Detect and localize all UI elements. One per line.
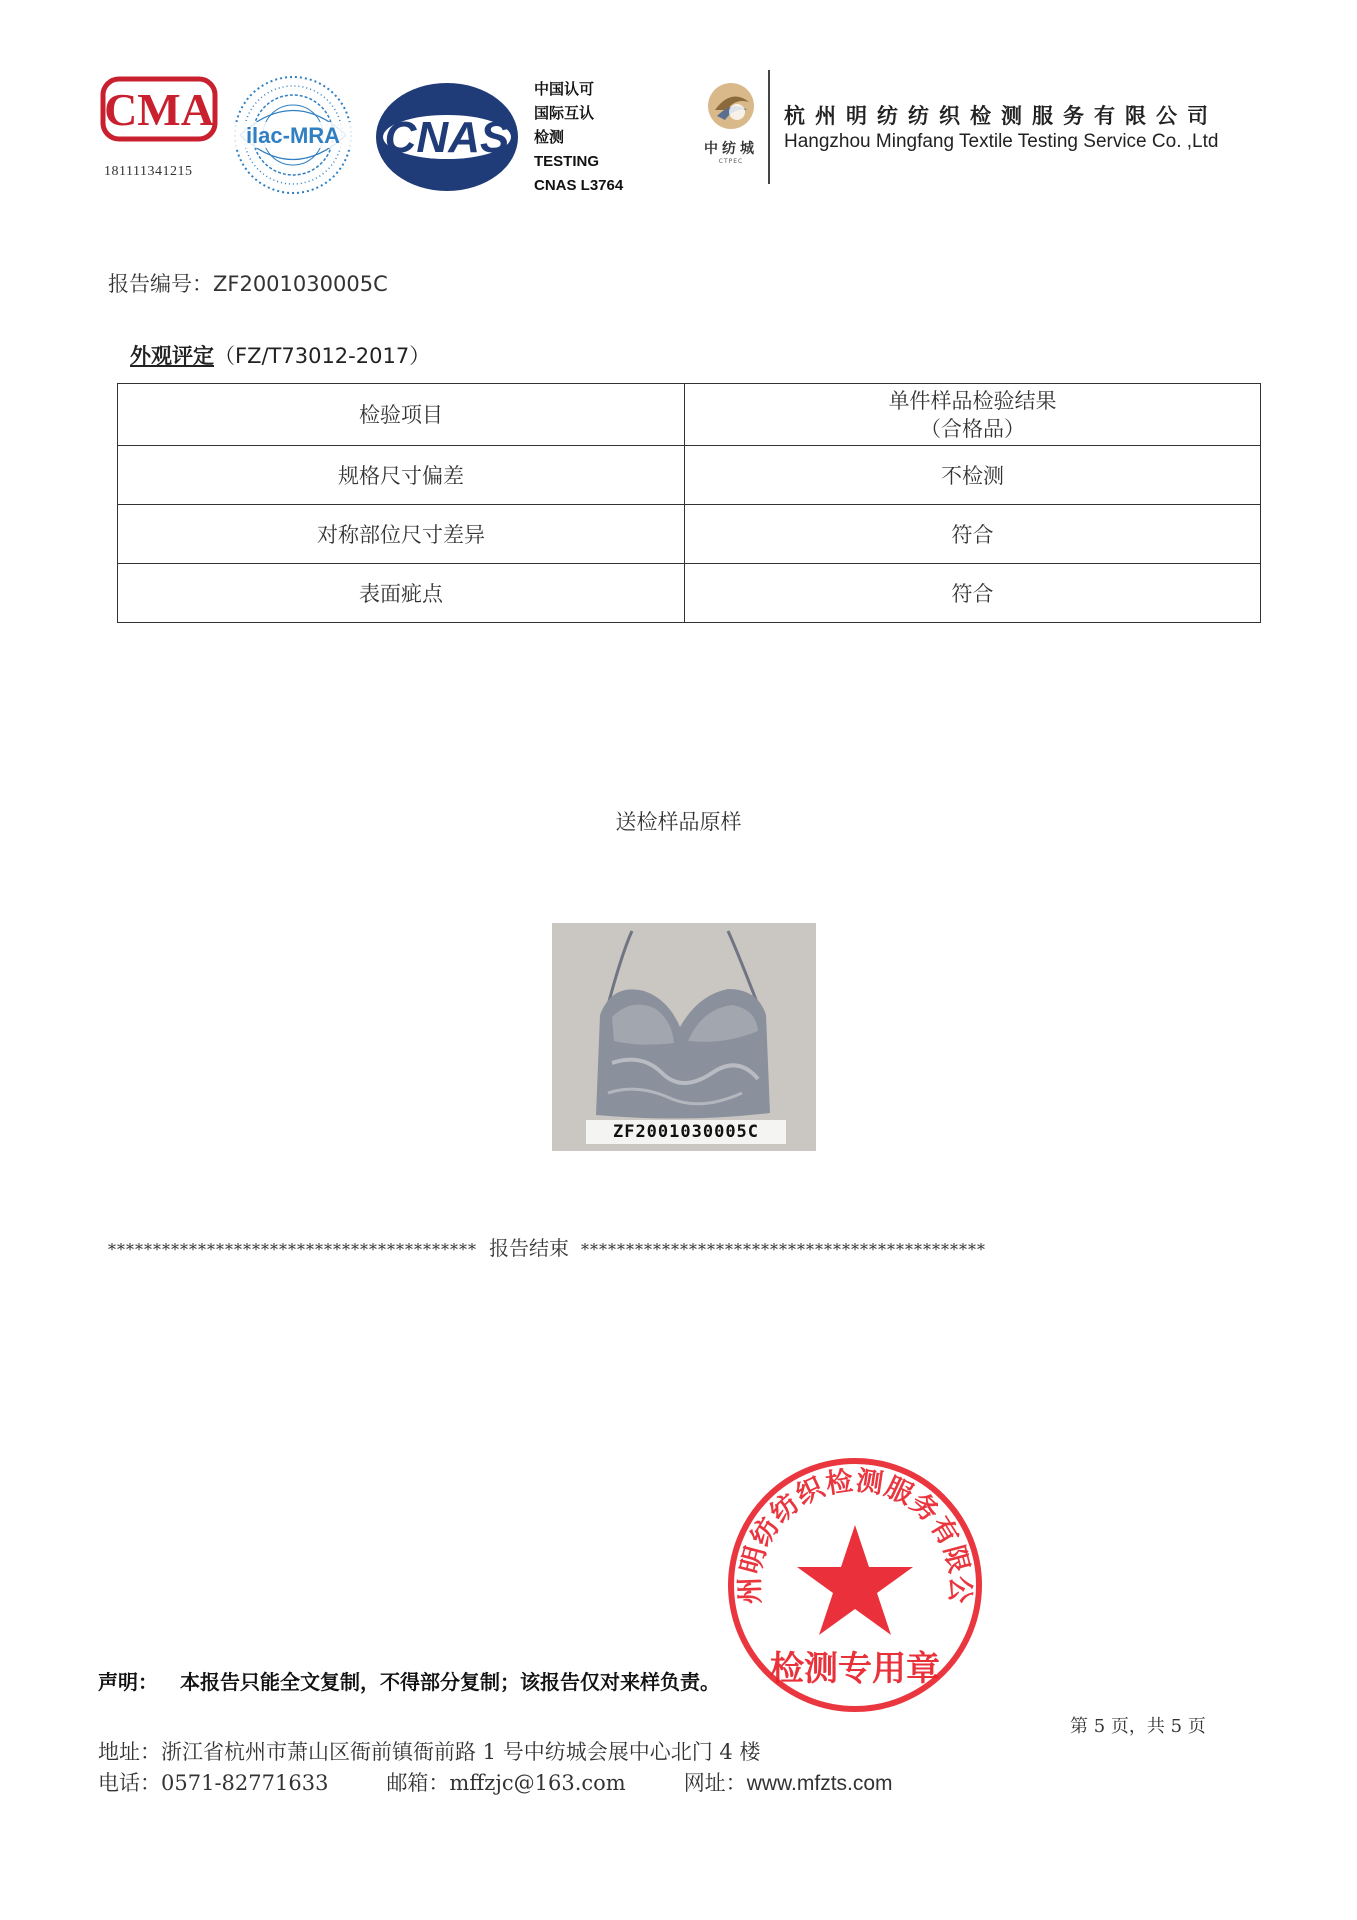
website-link[interactable]: www.mfzts.com bbox=[746, 1772, 893, 1795]
ilac-mra-logo bbox=[232, 66, 354, 208]
cnas-line: 国际互认 bbox=[534, 105, 595, 122]
row-item: 对称部位尺寸差异 bbox=[118, 505, 685, 564]
cnas-logo bbox=[372, 80, 522, 198]
email: 邮箱：mffzjc@163.com bbox=[386, 1771, 626, 1795]
table-row bbox=[118, 505, 1261, 564]
row-item: 规格尺寸偏差 bbox=[118, 446, 685, 505]
page-number: 第 5 页，共 5 页 bbox=[1070, 1716, 1206, 1737]
svg-text:CNAS: CNAS bbox=[384, 113, 510, 162]
cnas-line: TESTING bbox=[534, 153, 600, 170]
section-title bbox=[130, 340, 430, 370]
cma-logo bbox=[100, 76, 220, 146]
report-number-label: 报告编号： bbox=[108, 272, 213, 296]
section-standard: （FZ/T73012-2017） bbox=[214, 344, 431, 368]
appearance-result-table bbox=[117, 383, 1261, 623]
header-result-line2: （合格品） bbox=[920, 416, 1025, 441]
table-row bbox=[118, 446, 1261, 505]
stars-right: ********************************************* bbox=[581, 1240, 986, 1259]
ctpec-sub: CTPEC bbox=[718, 158, 744, 165]
ctpec-logo bbox=[695, 80, 767, 165]
declaration-label: 声明： bbox=[98, 1670, 158, 1694]
sample-photo-title: 送检样品原样 bbox=[615, 810, 742, 834]
cma-code: 181111341215 bbox=[104, 164, 193, 179]
company-seal bbox=[720, 1450, 990, 1724]
stars-left: ***************************************** bbox=[108, 1240, 477, 1259]
contact-info bbox=[98, 1767, 893, 1797]
company-name-cn: 杭州明纺纺织检测服务有限公司 bbox=[784, 104, 1218, 128]
report-end-line bbox=[108, 1232, 986, 1261]
cnas-line: 中国认可 bbox=[534, 81, 595, 98]
report-number-value: ZF2001030005C bbox=[213, 272, 388, 296]
table-header-row bbox=[118, 384, 1261, 446]
cnas-line: CNAS L3764 bbox=[534, 177, 624, 194]
declaration bbox=[98, 1666, 720, 1695]
ctpec-emblem-icon bbox=[705, 80, 757, 132]
ctpec-name: 中纺城 bbox=[704, 141, 758, 157]
declaration-text: 本报告只能全文复制，不得部分复制；该报告仅对来样负责。 bbox=[180, 1670, 720, 1694]
header-item: 检验项目 bbox=[118, 384, 685, 446]
svg-text:检测专用章: 检测专用章 bbox=[770, 1649, 940, 1689]
sample-label: ZF2001030005C bbox=[586, 1120, 786, 1144]
section-title-text: 外观评定 bbox=[130, 344, 214, 368]
row-item: 表面疵点 bbox=[118, 564, 685, 623]
header-divider bbox=[768, 70, 770, 184]
svg-text:ilac-MRA: ilac-MRA bbox=[245, 123, 341, 148]
header-result bbox=[685, 384, 1261, 446]
report-number bbox=[108, 268, 388, 298]
row-result: 符合 bbox=[685, 505, 1261, 564]
company-name-en: Hangzhou Mingfang Textile Testing Service Co. ,Ltd bbox=[784, 131, 1219, 152]
row-result: 不检测 bbox=[685, 446, 1261, 505]
phone: 电话：0571-82771633 bbox=[98, 1771, 329, 1795]
sample-photo bbox=[552, 923, 816, 1151]
cnas-accreditation-text bbox=[534, 78, 623, 198]
svg-text:CMA: CMA bbox=[104, 84, 214, 135]
address: 地址：浙江省杭州市萧山区衙前镇衙前路 1 号中纺城会展中心北门 4 楼 bbox=[98, 1740, 761, 1764]
website-label: 网址： bbox=[683, 1771, 747, 1795]
row-result: 符合 bbox=[685, 564, 1261, 623]
report-end-text: 报告结束 bbox=[489, 1236, 569, 1260]
svg-text:杭州明纺纺织检测服务有限公司: 州明纺纺织检测服务有限公 bbox=[734, 1465, 976, 1605]
lace-camisole-image bbox=[552, 923, 816, 1151]
seal-star-icon bbox=[797, 1525, 913, 1635]
cnas-line: 检测 bbox=[534, 129, 565, 146]
header-result-line1: 单件样品检验结果 bbox=[888, 388, 1057, 413]
table-row bbox=[118, 564, 1261, 623]
